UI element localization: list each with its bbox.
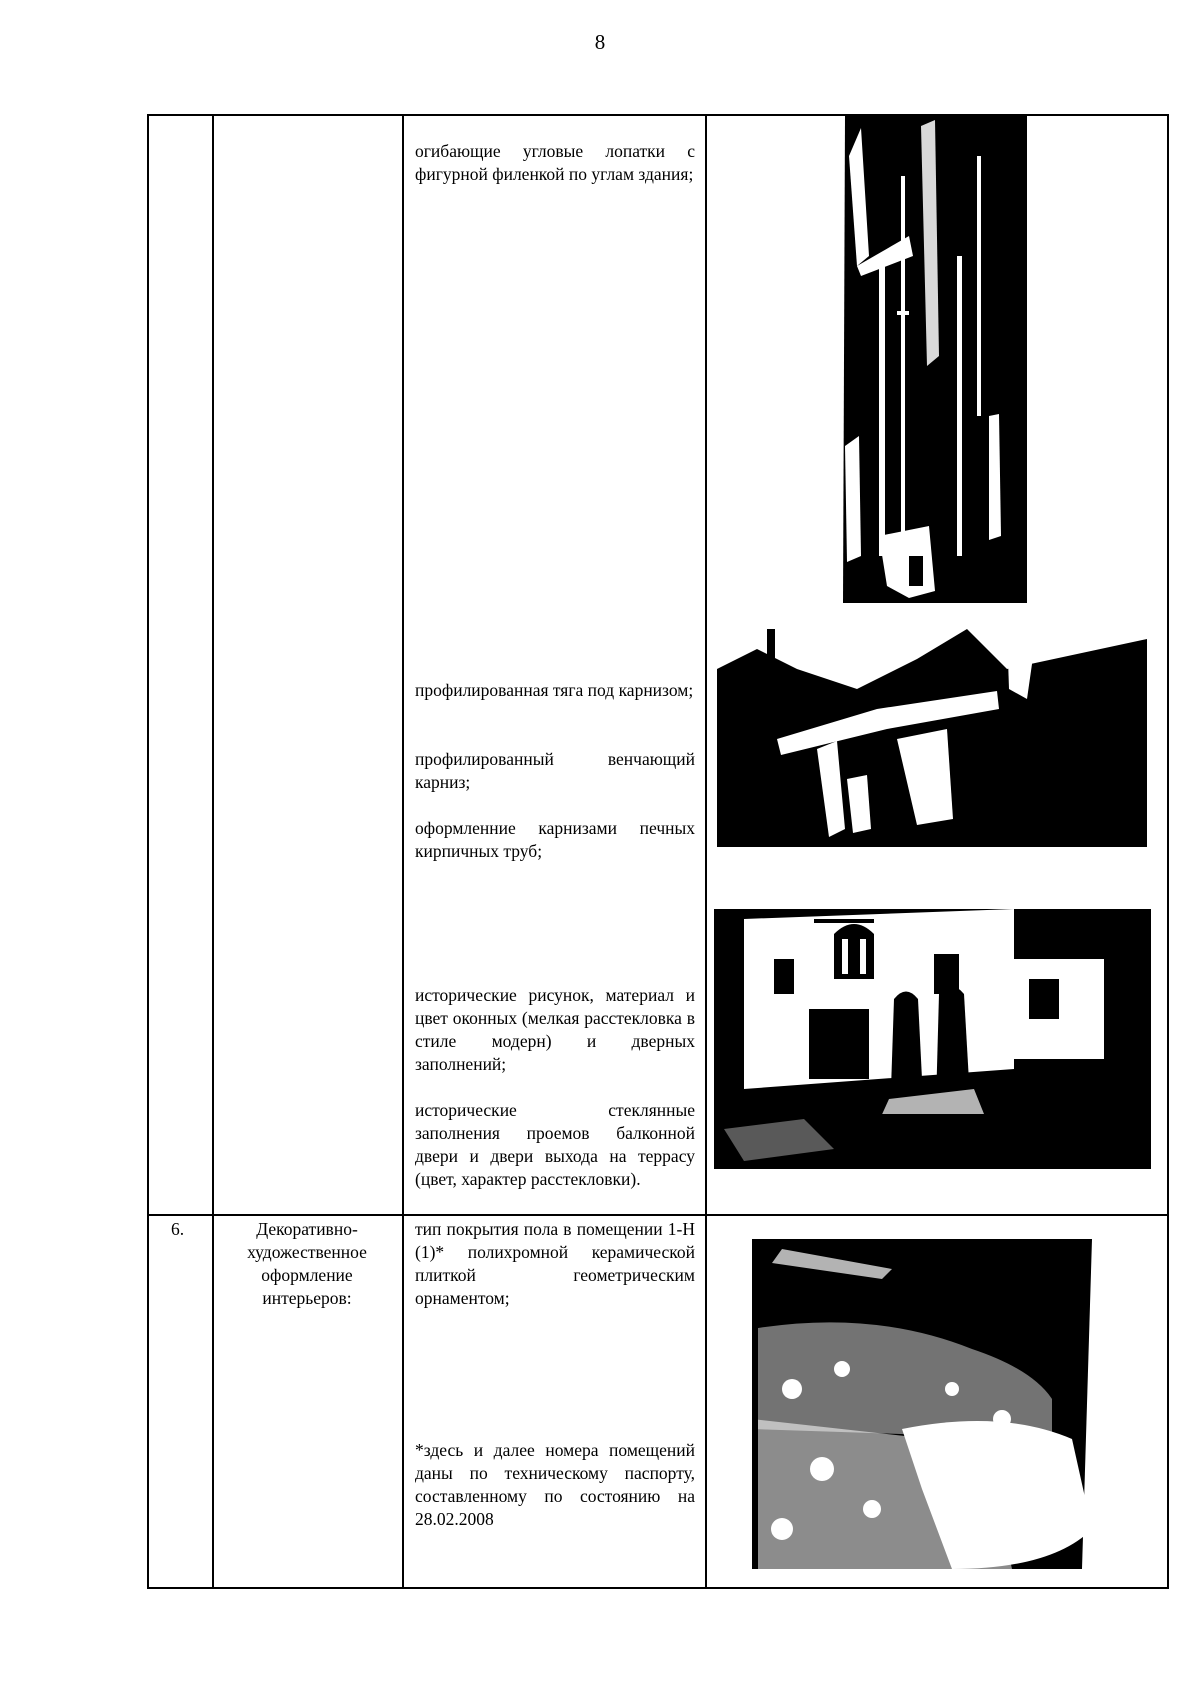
feature-paragraph: исторические рисунок, материал и цвет оконных (мелкая расстекловка в стиле модерн) и дверных заполнений;: [415, 985, 695, 1074]
table-right-border: [1167, 114, 1169, 1589]
feature-paragraph: профилированный венчающий карниз;: [415, 749, 695, 792]
page-number: 8: [594, 30, 606, 54]
footnote-paragraph: *здесь и далее номера помещений даны по техническому паспорту, составленному по состоянию на 28.02.2008: [415, 1440, 695, 1529]
feature-paragraph: профилированная тяга под карнизом;: [415, 680, 694, 700]
table-left-border: [147, 114, 149, 1589]
feature-paragraph: оформленние карнизами печных кирпичных труб;: [415, 818, 695, 861]
cornice-photo: [717, 629, 1147, 847]
historic-facade-photo: [714, 899, 1151, 1169]
row-divider: [147, 1214, 1169, 1216]
monument-table: [147, 114, 1169, 1589]
column-divider-1: [212, 114, 214, 1589]
feature-paragraph: тип покрытия пола в помещении 1-Н (1)* полихромной керамической плиткой геометрическим орнаментом;: [415, 1219, 695, 1308]
row-item-name: Декоративно-художественное оформление интерьеров:: [247, 1219, 367, 1308]
row-number: 6.: [171, 1219, 185, 1239]
feature-paragraph: исторические стеклянные заполнения проемов балконной двери и двери выхода на террасу (цвет, характер расстекловки).: [415, 1100, 695, 1189]
building-corner-photo: [839, 116, 1027, 603]
feature-paragraph: огибающие угловые лопатки с фигурной филенкой по углам здания;: [415, 141, 695, 184]
table-bottom-border: [147, 1587, 1169, 1589]
floor-tile-photo: [752, 1239, 1122, 1569]
column-divider-3: [705, 114, 707, 1589]
column-divider-2: [402, 114, 404, 1589]
